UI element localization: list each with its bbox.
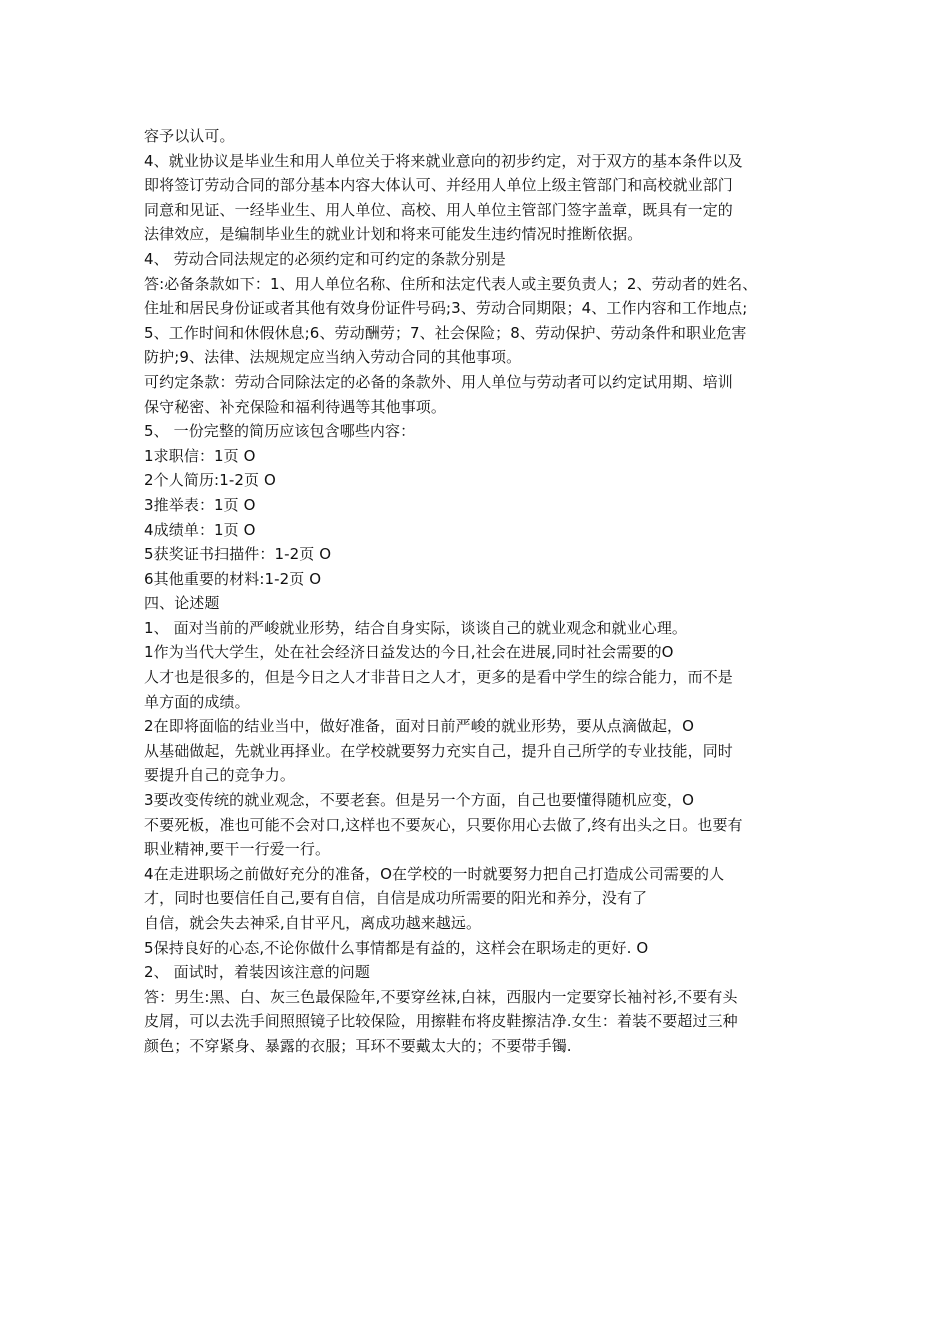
text-line: 即将签订劳动合同的部分基本内容大体认可、并经用人单位上级主管部门和高校就业部门 [144,176,733,195]
text-line: 3要改变传统的就业观念，不要老套。但是另一个方面，自己也要懂得随机应变，O [144,791,695,810]
text-line: 住址和居民身份证或者其他有效身份证件号码;3、劳动合同期限；4、工作内容和工作地点; [144,299,748,318]
text-line: 容予以认可。 [144,127,235,145]
list-item: 6其他重要的材料:1-2页 O [144,569,322,588]
text-line: 可约定条款：劳动合同除法定的必备的条款外、用人单位与劳动者可以约定试用期、培训 [144,372,733,391]
text-line: 颜色；不穿紧身、暴露的衣服；耳环不要戴太大的；不要带手镯. [144,1036,572,1055]
text-line: 答:必备条款如下：1、用人单位名称、住所和法定代表人或主要负责人；2、劳动者的姓名、 [144,274,758,293]
text-line: 不要死板，准也可能不会对口,这样也不要灰心，只要你用心去做了,终有出头之日。也要有 [144,815,743,834]
list-item: 4成绩单：1页 O [144,520,256,539]
document-body [144,124,814,1059]
text-line: 才，同时也要信任自己,要有自信，自信是成功所需要的阳光和养分，没有了 [144,889,648,908]
text-line: 自信，就会失去神采,自甘平凡，离成功越来越远。 [144,914,482,932]
text-line: 从基础做起，先就业再择业。在学校就要努力充实自己，提升自己所学的专业技能，同时 [144,741,733,760]
text-line: 法律效应，是编制毕业生的就业计划和将来可能发生违约情况时推断依据。 [144,225,643,244]
text-line: 同意和见证、一经毕业生、用人单位、高校、用人单位主管部门签字盖章，既具有一定的 [144,200,733,219]
section-heading: 四、论述题 [144,594,220,613]
text-line: 皮屑，可以去洗手间照照镜子比较保险，用擦鞋布将皮鞋擦洁净.女生：着装不要超过三种 [144,1012,738,1031]
section-question: 2、 面试时，着装因该注意的问题 [144,963,370,982]
section-question: 5、 一份完整的简历应该包含哪些内容： [144,422,416,441]
text-line: 防护;9、法律、法规规定应当纳入劳动合同的其他事项。 [144,348,522,367]
text-line: 4在走进职场之前做好充分的准备，O在学校的一时就要努力把自己打造成公司需要的人 [144,864,725,883]
text-line: 单方面的成绩。 [144,692,250,711]
text-line: 5、工作时间和休假休息;6、劳动酬劳；7、社会保险；8、劳动保护、劳动条件和职业危害 [144,323,747,342]
text-line: 5保持良好的心态,不论你做什么事情都是有益的，这样会在职场走的更好. O [144,938,649,957]
section-question: 1、 面对当前的严峻就业形势，结合自身实际，谈谈自己的就业观念和就业心理。 [144,618,688,637]
list-item: 1求职信：1页 O [144,446,256,465]
text-line: 1作为当代大学生，处在社会经济日益发达的今日,社会在进展,同时社会需要的O [144,643,674,662]
list-item: 3推举表：1页 O [144,495,256,514]
text-line: 人才也是很多的，但是今日之人才非昔日之人才，更多的是看中学生的综合能力，而不是 [144,668,733,687]
list-item: 5获奖证书扫描件：1-2页 O [144,545,332,564]
text-line: 职业精神,要干一行爱一行。 [144,840,331,859]
text-line: 保守秘密、补充保险和福利待遇等其他事项。 [144,397,447,416]
text-line: 4、就业协议是毕业生和用人单位关于将来就业意向的初步约定，对于双方的基本条件以及 [144,151,743,170]
list-item: 2个人简历:1-2页 O [144,471,276,490]
text-line: 要提升自己的竞争力。 [144,766,296,785]
section-question: 4、 劳动合同法规定的必须约定和可约定的条款分别是 [144,249,506,268]
text-line: 2在即将面临的结业当中，做好准备，面对日前严峻的就业形势，要从点滴做起，O [144,717,695,736]
text-line: 答：男生:黑、白、灰三色最保险年,不要穿丝袜,白袜，西服内一定要穿长袖衬衫,不要有头 [144,987,738,1006]
